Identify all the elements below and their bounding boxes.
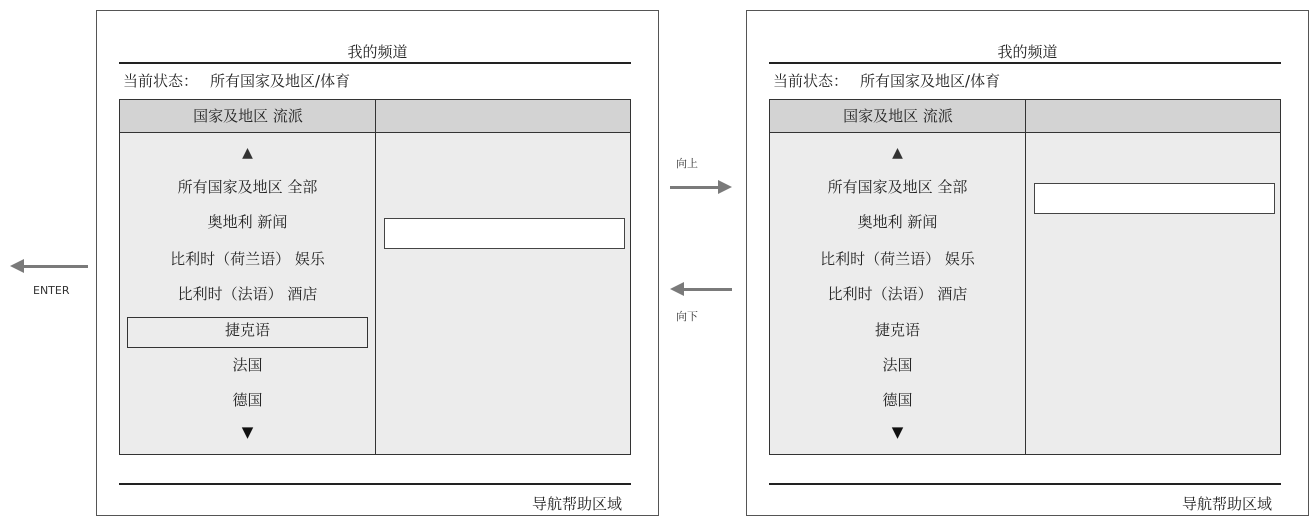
- enter-label: ENTER: [33, 284, 70, 297]
- screen-title: 我的频道: [997, 43, 1058, 61]
- list-item[interactable]: 德国: [882, 391, 913, 409]
- selection-panel: [769, 99, 1281, 455]
- status-value: 所有国家及地区/体育: [210, 72, 351, 90]
- enter-arrow: [10, 265, 88, 268]
- nav-help-area: 导航帮助区域: [1181, 495, 1272, 513]
- nav-help-area: 导航帮助区域: [531, 495, 622, 513]
- current-status: [123, 70, 350, 91]
- column-divider: [1025, 100, 1026, 454]
- up-label: 向上: [676, 157, 698, 170]
- status-label: 当前状态：: [773, 72, 849, 90]
- list-item[interactable]: 所有国家及地区 全部: [177, 178, 318, 196]
- list-item[interactable]: 比利时（荷兰语） 娱乐: [170, 250, 325, 268]
- title-divider: [769, 62, 1281, 64]
- list-item[interactable]: 奥地利 新闻: [857, 213, 938, 231]
- panel-header-label: 国家及地区 流派: [843, 107, 953, 125]
- arrow-shaft: [670, 186, 720, 189]
- down-label: 向下: [676, 310, 698, 323]
- list-item[interactable]: 捷克语: [874, 321, 920, 339]
- country-list: [120, 133, 375, 454]
- scroll-down-icon[interactable]: ▼: [241, 423, 254, 441]
- channel-screen-right: [746, 10, 1309, 516]
- list-item[interactable]: 比利时（荷兰语） 娱乐: [820, 250, 975, 268]
- genre-focus-box[interactable]: [1034, 183, 1275, 214]
- list-item[interactable]: 德国: [232, 391, 263, 409]
- status-value: 所有国家及地区/体育: [860, 72, 1001, 90]
- current-status: [773, 70, 1000, 91]
- title-divider: [119, 62, 631, 64]
- scroll-down-icon[interactable]: ▼: [891, 423, 904, 441]
- screen-title: 我的频道: [347, 43, 408, 61]
- list-item[interactable]: 比利时（法语） 酒店: [177, 285, 318, 303]
- status-label: 当前状态：: [123, 72, 199, 90]
- list-item-selected[interactable]: 捷克语: [224, 321, 270, 339]
- arrow-right-icon: [718, 180, 732, 194]
- list-item[interactable]: 所有国家及地区 全部: [827, 178, 968, 196]
- scroll-up-icon[interactable]: ▲: [892, 145, 903, 161]
- down-arrow: [670, 288, 732, 291]
- genre-focus-box[interactable]: [384, 218, 625, 249]
- column-divider: [375, 100, 376, 454]
- list-item[interactable]: 法国: [882, 356, 913, 374]
- arrow-shaft: [22, 265, 88, 268]
- list-item[interactable]: 奥地利 新闻: [207, 213, 288, 231]
- channel-screen-left: [96, 10, 659, 516]
- list-item[interactable]: 比利时（法语） 酒店: [827, 285, 968, 303]
- bottom-divider: [769, 483, 1281, 485]
- arrow-shaft: [682, 288, 732, 291]
- bottom-divider: [119, 483, 631, 485]
- selection-panel: [119, 99, 631, 455]
- panel-header-label: 国家及地区 流派: [193, 107, 303, 125]
- scroll-up-icon[interactable]: ▲: [242, 145, 253, 161]
- country-list: [770, 133, 1025, 454]
- list-item[interactable]: 法国: [232, 356, 263, 374]
- up-arrow: [670, 186, 732, 189]
